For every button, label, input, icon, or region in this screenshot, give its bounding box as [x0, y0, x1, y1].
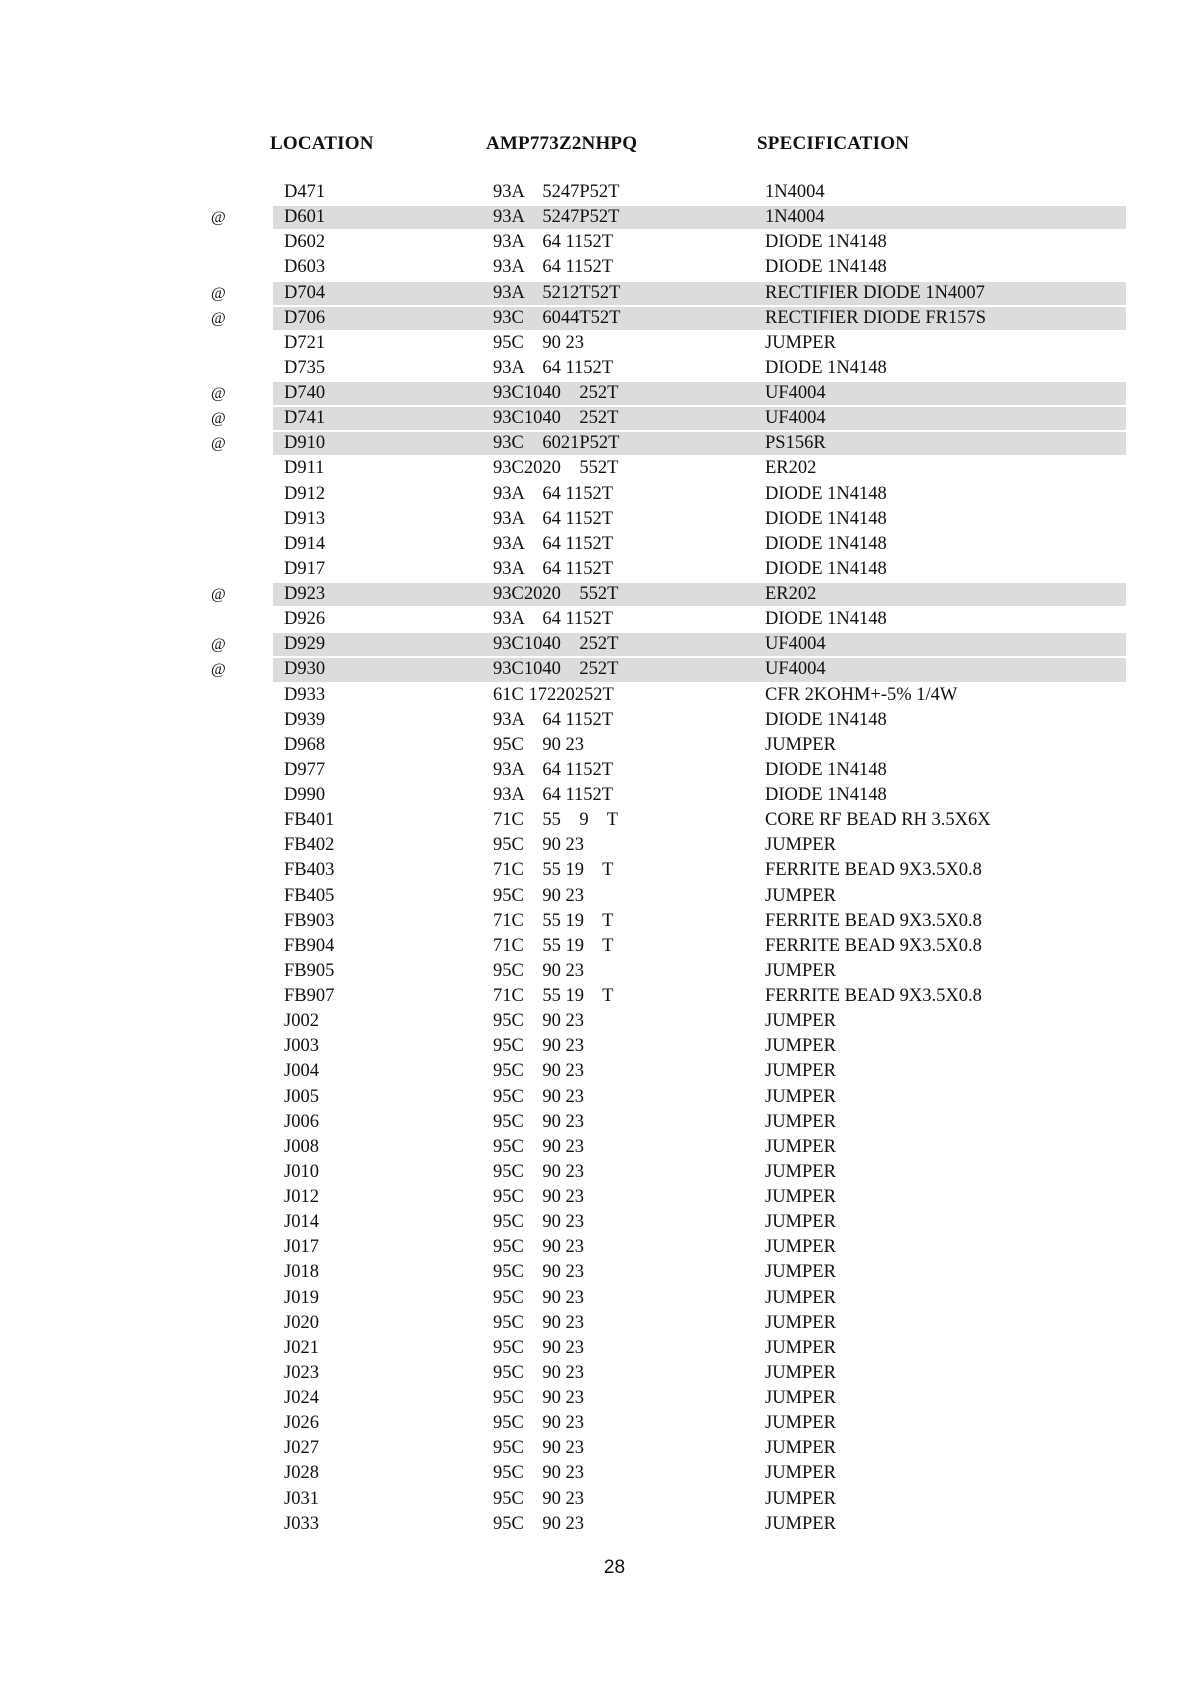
table-row: [0, 1059, 1191, 1084]
table-row: [0, 858, 1191, 883]
specification-cell: JUMPER: [765, 1237, 836, 1258]
row-highlight: [273, 307, 1126, 330]
table-row: [0, 984, 1191, 1009]
specification-cell: JUMPER: [765, 1463, 836, 1484]
table-row: [0, 1235, 1191, 1260]
table-row: [0, 356, 1191, 381]
table-row: [0, 657, 1191, 682]
location-cell: D914: [284, 533, 326, 554]
part-code-cell: 93A 64 1152T: [493, 357, 614, 378]
part-code-cell: 71C 55 9 T: [493, 810, 619, 831]
safety-mark: @: [211, 636, 226, 654]
specification-cell: UF4004: [765, 659, 826, 680]
specification-cell: DIODE 1N4148: [765, 533, 887, 554]
table-row: [0, 230, 1191, 255]
table-row: [0, 507, 1191, 532]
specification-cell: JUMPER: [765, 885, 836, 906]
table-row: [0, 758, 1191, 783]
part-code-cell: 93C1040 252T: [493, 659, 619, 680]
location-cell: J023: [284, 1362, 319, 1383]
specification-cell: CORE RF BEAD RH 3.5X6X: [765, 810, 991, 831]
part-code-cell: 95C 90 23: [493, 1136, 584, 1157]
specification-cell: JUMPER: [765, 1187, 836, 1207]
part-code-cell: 95C 90 23: [493, 734, 584, 755]
part-code-cell: 93A 64 1152T: [493, 483, 614, 504]
table-row: [0, 482, 1191, 507]
row-highlight: [273, 382, 1126, 405]
location-cell: FB403: [284, 860, 335, 881]
safety-mark: @: [211, 586, 226, 603]
specification-cell: DIODE 1N4148: [765, 709, 887, 730]
table-row: [0, 1311, 1191, 1336]
specification-cell: JUMPER: [765, 1312, 836, 1333]
table-row: [0, 733, 1191, 758]
location-cell: J008: [284, 1136, 319, 1157]
table-row: [0, 909, 1191, 934]
table-row: [0, 1411, 1191, 1436]
safety-mark: @: [211, 209, 226, 227]
specification-cell: DIODE 1N4148: [765, 785, 887, 805]
specification-cell: PS156R: [765, 433, 826, 454]
part-code-cell: 93A 64 1152T: [493, 232, 614, 253]
table-row: [0, 456, 1191, 481]
table-row: [0, 833, 1191, 858]
part-code-cell: 93A 64 1152T: [493, 609, 614, 630]
part-code-cell: 93A 64 1152T: [493, 533, 614, 554]
part-code-cell: 95C 90 23: [493, 960, 584, 981]
specification-cell: JUMPER: [765, 1086, 836, 1107]
table-row: [0, 180, 1191, 205]
table-row: [0, 708, 1191, 733]
page-number: 28: [603, 1557, 626, 1578]
specification-cell: JUMPER: [765, 1011, 836, 1032]
part-code-cell: 93A 64 1152T: [493, 709, 614, 730]
specification-cell: JUMPER: [765, 1136, 836, 1157]
part-code-cell: 95C 90 23: [493, 1312, 584, 1333]
specification-cell: CFR 2KOHM+-5% 1/4W: [765, 684, 958, 705]
location-cell: D913: [284, 508, 326, 529]
part-code-cell: 95C 90 23: [493, 885, 584, 906]
specification-cell: DIODE 1N4148: [765, 609, 887, 630]
specification-cell: 1N4004: [765, 207, 825, 228]
table-row: [0, 808, 1191, 833]
location-cell: D990: [284, 785, 326, 805]
part-code-cell: 93A 64 1152T: [493, 508, 614, 529]
table-row: [0, 205, 1191, 230]
part-code-cell: 93C 6044T52T: [493, 307, 621, 328]
table-row: [0, 1210, 1191, 1235]
location-cell: D911: [284, 458, 325, 479]
specification-cell: FERRITE BEAD 9X3.5X0.8: [765, 910, 982, 931]
location-cell: D741: [284, 408, 326, 429]
table-row: [0, 934, 1191, 959]
row-highlight: [273, 583, 1126, 606]
specification-cell: JUMPER: [765, 1513, 836, 1534]
part-code-cell: 95C 90 23: [493, 1262, 584, 1283]
specification-cell: JUMPER: [765, 1161, 836, 1182]
specification-cell: JUMPER: [765, 1111, 836, 1132]
location-cell: D602: [284, 232, 326, 253]
row-highlight: [273, 432, 1126, 455]
specification-cell: FERRITE BEAD 9X3.5X0.8: [765, 860, 982, 881]
row-highlight: [273, 633, 1126, 656]
safety-mark: @: [211, 435, 226, 453]
table-row: [0, 1110, 1191, 1135]
location-cell: J006: [284, 1111, 319, 1132]
table-row: [0, 1436, 1191, 1461]
table-row: [0, 331, 1191, 356]
specification-cell: ER202: [765, 584, 817, 604]
table-row: [0, 306, 1191, 331]
part-code-cell: 95C 90 23: [493, 835, 584, 856]
part-code-cell: 95C 90 23: [493, 1187, 584, 1207]
table-row: [0, 1185, 1191, 1210]
specification-cell: 1N4004: [765, 182, 825, 202]
location-cell: D910: [284, 433, 326, 454]
specification-cell: DIODE 1N4148: [765, 357, 887, 378]
location-cell: J004: [284, 1061, 319, 1082]
location-cell: D706: [284, 307, 326, 328]
table-row: [0, 1286, 1191, 1311]
part-code-cell: 93C1040 252T: [493, 408, 619, 429]
location-cell: D968: [284, 734, 326, 755]
part-code-cell: 93C 6021P52T: [493, 433, 620, 454]
specification-cell: UF4004: [765, 408, 826, 429]
specification-cell: DIODE 1N4148: [765, 508, 887, 529]
location-cell: FB904: [284, 935, 335, 956]
table-row: [0, 1361, 1191, 1386]
row-highlight: [273, 407, 1126, 430]
table-row: [0, 381, 1191, 406]
location-cell: J010: [284, 1161, 319, 1182]
table-row: [0, 1487, 1191, 1512]
location-cell: D977: [284, 759, 326, 780]
location-cell: J002: [284, 1011, 319, 1032]
part-code-cell: 93A 64 1152T: [493, 759, 614, 780]
specification-cell: JUMPER: [765, 835, 836, 856]
part-code-cell: 95C 90 23: [493, 1011, 584, 1032]
specification-cell: RECTIFIER DIODE 1N4007: [765, 282, 985, 303]
part-code-cell: 93C1040 252T: [493, 634, 619, 655]
location-cell: J027: [284, 1438, 319, 1459]
location-cell: FB907: [284, 986, 335, 1006]
safety-mark: @: [211, 385, 226, 402]
table-row: [0, 557, 1191, 582]
location-cell: D704: [284, 282, 326, 303]
location-cell: D933: [284, 684, 326, 705]
location-cell: J033: [284, 1513, 319, 1534]
specification-cell: JUMPER: [765, 1388, 836, 1408]
table-row: [0, 783, 1191, 808]
table-row: [0, 884, 1191, 909]
part-code-cell: 95C 90 23: [493, 1086, 584, 1107]
specification-cell: JUMPER: [765, 1061, 836, 1082]
location-cell: D735: [284, 357, 326, 378]
location-cell: D929: [284, 634, 326, 655]
table-row: [0, 607, 1191, 632]
part-code-cell: 95C 90 23: [493, 1061, 584, 1082]
part-code-cell: 61C 17220252T: [493, 684, 614, 705]
part-code-cell: 93C2020 552T: [493, 458, 619, 479]
location-cell: J031: [284, 1488, 319, 1509]
location-cell: D721: [284, 332, 326, 353]
location-cell: J003: [284, 1036, 319, 1057]
part-code-cell: 93A 64 1152T: [493, 257, 614, 278]
part-code-cell: 95C 90 23: [493, 1513, 584, 1534]
specification-column-header: SPECIFICATION: [757, 133, 910, 154]
location-cell: J028: [284, 1463, 319, 1484]
safety-mark: @: [211, 309, 226, 327]
specification-cell: JUMPER: [765, 1212, 836, 1233]
specification-cell: ER202: [765, 458, 817, 479]
location-cell: FB401: [284, 810, 335, 831]
table-row: [0, 1009, 1191, 1034]
location-cell: D917: [284, 558, 326, 579]
part-code-cell: 95C 90 23: [493, 1463, 584, 1484]
part-code-cell: 71C 55 19 T: [493, 860, 614, 881]
part-code-cell: 95C 90 23: [493, 1111, 584, 1132]
location-cell: D601: [284, 207, 326, 228]
table-row: [0, 1160, 1191, 1185]
table-row: [0, 582, 1191, 607]
location-cell: FB402: [284, 835, 335, 856]
part-code-cell: 93A 5247P52T: [493, 207, 620, 228]
part-code-cell: 95C 90 23: [493, 1287, 584, 1308]
part-code-cell: 95C 90 23: [493, 1362, 584, 1383]
specification-cell: JUMPER: [765, 1287, 836, 1308]
location-cell: J012: [284, 1187, 319, 1207]
part-code-cell: 95C 90 23: [493, 1036, 584, 1057]
specification-cell: JUMPER: [765, 734, 836, 755]
safety-mark: @: [211, 661, 226, 679]
safety-mark: @: [211, 410, 226, 428]
row-highlight: [273, 658, 1126, 681]
part-code-cell: 95C 90 23: [493, 1388, 584, 1408]
location-cell: FB405: [284, 885, 335, 906]
specification-cell: DIODE 1N4148: [765, 558, 887, 579]
table-row: [0, 1386, 1191, 1411]
specification-cell: JUMPER: [765, 1362, 836, 1383]
part-code-cell: 95C 90 23: [493, 1413, 584, 1434]
location-cell: J018: [284, 1262, 319, 1283]
specification-cell: DIODE 1N4148: [765, 759, 887, 780]
specification-cell: JUMPER: [765, 1262, 836, 1283]
part-code-cell: 71C 55 19 T: [493, 935, 614, 956]
specification-cell: JUMPER: [765, 1413, 836, 1434]
location-column-header: LOCATION: [270, 133, 374, 154]
safety-mark: @: [211, 284, 226, 302]
specification-cell: JUMPER: [765, 1438, 836, 1459]
table-row: [0, 959, 1191, 984]
specification-cell: RECTIFIER DIODE FR157S: [765, 307, 986, 328]
part-code-cell: 95C 90 23: [493, 1212, 584, 1233]
table-row: [0, 255, 1191, 280]
location-cell: FB903: [284, 910, 335, 931]
location-cell: D603: [284, 257, 326, 278]
part-code-cell: 71C 55 19 T: [493, 986, 614, 1006]
location-cell: J026: [284, 1413, 319, 1434]
part-code-cell: 95C 90 23: [493, 1237, 584, 1258]
specification-cell: UF4004: [765, 634, 826, 655]
part-code-cell: 93A 5247P52T: [493, 182, 620, 202]
table-row: [0, 406, 1191, 431]
part-code-cell: 95C 90 23: [493, 1438, 584, 1459]
table-row: [0, 532, 1191, 557]
location-cell: FB905: [284, 960, 335, 981]
location-cell: D926: [284, 609, 326, 630]
part-code-cell: 93A 5212T52T: [493, 282, 621, 303]
table-row: [0, 281, 1191, 306]
table-row: [0, 1260, 1191, 1285]
specification-cell: DIODE 1N4148: [765, 257, 887, 278]
specification-cell: JUMPER: [765, 1337, 836, 1358]
row-highlight: [273, 206, 1126, 229]
location-cell: J021: [284, 1337, 319, 1358]
table-row: [0, 1461, 1191, 1486]
part-code-cell: 93A 64 1152T: [493, 558, 614, 579]
location-cell: J020: [284, 1312, 319, 1333]
location-cell: J014: [284, 1212, 319, 1233]
part-code-cell: 95C 90 23: [493, 1337, 584, 1358]
table-row: [0, 1336, 1191, 1361]
location-cell: J024: [284, 1388, 319, 1408]
table-row: [0, 1512, 1191, 1537]
part-code-cell: 93C1040 252T: [493, 383, 619, 403]
parts-list: [0, 180, 1191, 1537]
specification-cell: UF4004: [765, 383, 826, 403]
location-cell: D939: [284, 709, 326, 730]
specification-cell: JUMPER: [765, 960, 836, 981]
row-highlight: [273, 282, 1126, 305]
specification-cell: JUMPER: [765, 332, 836, 353]
specification-cell: JUMPER: [765, 1488, 836, 1509]
location-cell: D923: [284, 584, 326, 604]
location-cell: D912: [284, 483, 326, 504]
table-row: [0, 1085, 1191, 1110]
model-column-header: AMP773Z2NHPQ: [486, 133, 638, 154]
part-code-cell: 95C 90 23: [493, 1161, 584, 1182]
part-code-cell: 95C 90 23: [493, 1488, 584, 1509]
specification-cell: DIODE 1N4148: [765, 483, 887, 504]
location-cell: D471: [284, 182, 326, 202]
specification-cell: FERRITE BEAD 9X3.5X0.8: [765, 986, 982, 1006]
table-row: [0, 431, 1191, 456]
part-code-cell: 93A 64 1152T: [493, 785, 614, 805]
part-code-cell: 71C 55 19 T: [493, 910, 614, 931]
location-cell: D740: [284, 383, 326, 403]
part-code-cell: 95C 90 23: [493, 332, 584, 353]
table-row: [0, 632, 1191, 657]
location-cell: J005: [284, 1086, 319, 1107]
table-row: [0, 1135, 1191, 1160]
location-cell: D930: [284, 659, 326, 680]
specification-cell: DIODE 1N4148: [765, 232, 887, 253]
table-row: [0, 683, 1191, 708]
part-code-cell: 93C2020 552T: [493, 584, 619, 604]
specification-cell: JUMPER: [765, 1036, 836, 1057]
location-cell: J017: [284, 1237, 319, 1258]
specification-cell: FERRITE BEAD 9X3.5X0.8: [765, 935, 982, 956]
location-cell: J019: [284, 1287, 319, 1308]
table-row: [0, 1034, 1191, 1059]
